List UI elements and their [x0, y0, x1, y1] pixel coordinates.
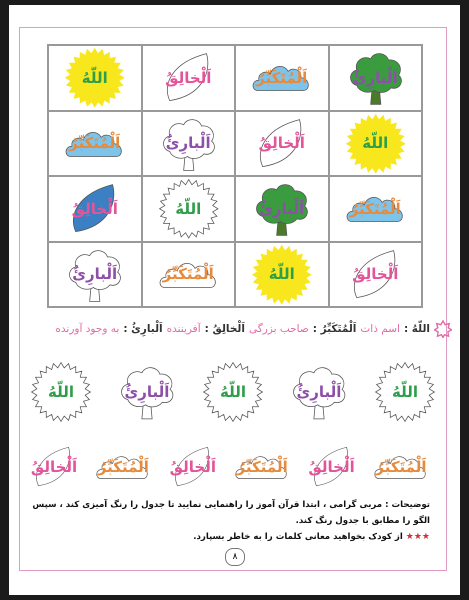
word-allah: اللّهُ: [362, 134, 389, 153]
instructions-line-2: از کودک بخواهید معانی کلمات را به خاطر بسپارد.: [193, 532, 403, 542]
grid-cell-1-3[interactable]: [235, 45, 329, 111]
pattern-item-leaf[interactable]: [167, 438, 219, 496]
word-allah: اللّهُ: [81, 68, 108, 87]
word-mutakabbir: اَلْمُتَكَبِّرُ: [97, 458, 149, 476]
grid-cell-4-4[interactable]: [329, 242, 423, 308]
legend-meaning: صاحب بزرگی: [248, 323, 309, 335]
word-allah: اللّهُ: [392, 383, 418, 401]
word-mutakabbir: اَلْمُتَكَبِّرُ: [162, 265, 214, 284]
pattern-item-tree[interactable]: [112, 360, 182, 424]
pattern-item-cloud[interactable]: [225, 438, 299, 496]
legend-meaning: آفریننده: [166, 323, 201, 335]
grid-cell-1-4[interactable]: [329, 45, 423, 111]
word-bari: اَلْبارِئُ: [165, 134, 211, 153]
grid-cell-2-2[interactable]: [142, 111, 236, 177]
word-bari: اَلْبارِئُ: [296, 383, 342, 401]
grid-cell-2-1[interactable]: [48, 111, 142, 177]
grid-cell-2-3[interactable]: [235, 111, 329, 177]
pattern-item-leaf[interactable]: [306, 438, 358, 496]
instructions-extra: [30, 532, 430, 542]
word-khaliq: اَلْخالِقُ: [71, 199, 118, 218]
pattern-item-cloud[interactable]: [86, 438, 160, 496]
pattern-item-sun[interactable]: [200, 360, 266, 424]
word-allah: اللّهُ: [268, 265, 295, 284]
pattern-item-sun[interactable]: [28, 360, 94, 424]
pattern-item-cloud[interactable]: [364, 438, 438, 496]
word-mutakabbir: اَلْمُتَكَبِّرُ: [375, 458, 427, 476]
pattern-item-sun[interactable]: [372, 360, 438, 424]
legend-word: اَلْخالِقُ :: [204, 323, 245, 335]
grid-cell-3-4[interactable]: [329, 176, 423, 242]
grid-cell-4-3[interactable]: [235, 242, 329, 308]
stars-icon: ★★★: [405, 532, 430, 542]
word-bari: اَلْبارِئُ: [352, 68, 398, 87]
legend-word: اللّهُ :: [403, 323, 430, 335]
word-khaliq: اَلْخالِقُ: [258, 134, 305, 153]
grid-cell-3-2[interactable]: [142, 176, 236, 242]
word-khaliq: اَلْخالِقُ: [352, 265, 399, 284]
word-mutakabbir: اَلْمُتَكَبِّرُ: [69, 134, 121, 153]
legend-word: اَلْبارِئُ :: [123, 323, 163, 335]
legend-meaning: اسم ذات: [360, 323, 400, 335]
meanings-legend: [22, 318, 452, 340]
word-allah: اللّهُ: [48, 383, 74, 401]
legend-meaning: به وجود آورنده: [55, 323, 120, 335]
grid-cell-4-1[interactable]: [48, 242, 142, 308]
word-mutakabbir: اَلْمُتَكَبِّرُ: [349, 199, 401, 218]
word-khaliq: اَلْخالِقُ: [308, 458, 355, 476]
pattern-item-leaf[interactable]: [28, 438, 80, 496]
grid-cell-1-2[interactable]: [142, 45, 236, 111]
instructions-line-1: توضیحات : مربی گرامی ، ابتدا قرآن آموز را راهنمایی نمایید تا جدول را رنگ آمیزی کند ، سپس الگو را مطابق با جدول رنگ کند.: [32, 500, 430, 526]
word-bari: اَلْبارِئُ: [259, 199, 305, 218]
coloring-grid: [47, 44, 423, 308]
word-khaliq: اَلْخالِقُ: [169, 458, 216, 476]
grid-cell-1-1[interactable]: [48, 45, 142, 111]
pattern-row-1: [28, 360, 438, 424]
flower-star-icon: [434, 320, 452, 338]
word-khaliq: اَلْخالِقُ: [165, 68, 212, 87]
pattern-row-2: [28, 438, 438, 496]
word-allah: اللّهُ: [220, 383, 246, 401]
legend-word: اَلْمُتَكَبِّرُ :: [312, 323, 357, 335]
grid-cell-3-3[interactable]: [235, 176, 329, 242]
word-mutakabbir: اَلْمُتَكَبِّرُ: [236, 458, 288, 476]
page-number: ۸: [225, 548, 245, 566]
pattern-item-tree[interactable]: [284, 360, 354, 424]
word-bari: اَلْبارِئُ: [72, 265, 118, 284]
word-mutakabbir: اَلْمُتَكَبِّرُ: [256, 68, 308, 87]
grid-cell-3-1[interactable]: [48, 176, 142, 242]
grid-cell-2-4[interactable]: [329, 111, 423, 177]
word-allah: اللّهُ: [175, 199, 202, 218]
word-bari: اَلْبارِئُ: [124, 383, 170, 401]
grid-cell-4-2[interactable]: [142, 242, 236, 308]
instructions: [30, 497, 430, 529]
word-khaliq: اَلْخالِقُ: [30, 458, 78, 476]
